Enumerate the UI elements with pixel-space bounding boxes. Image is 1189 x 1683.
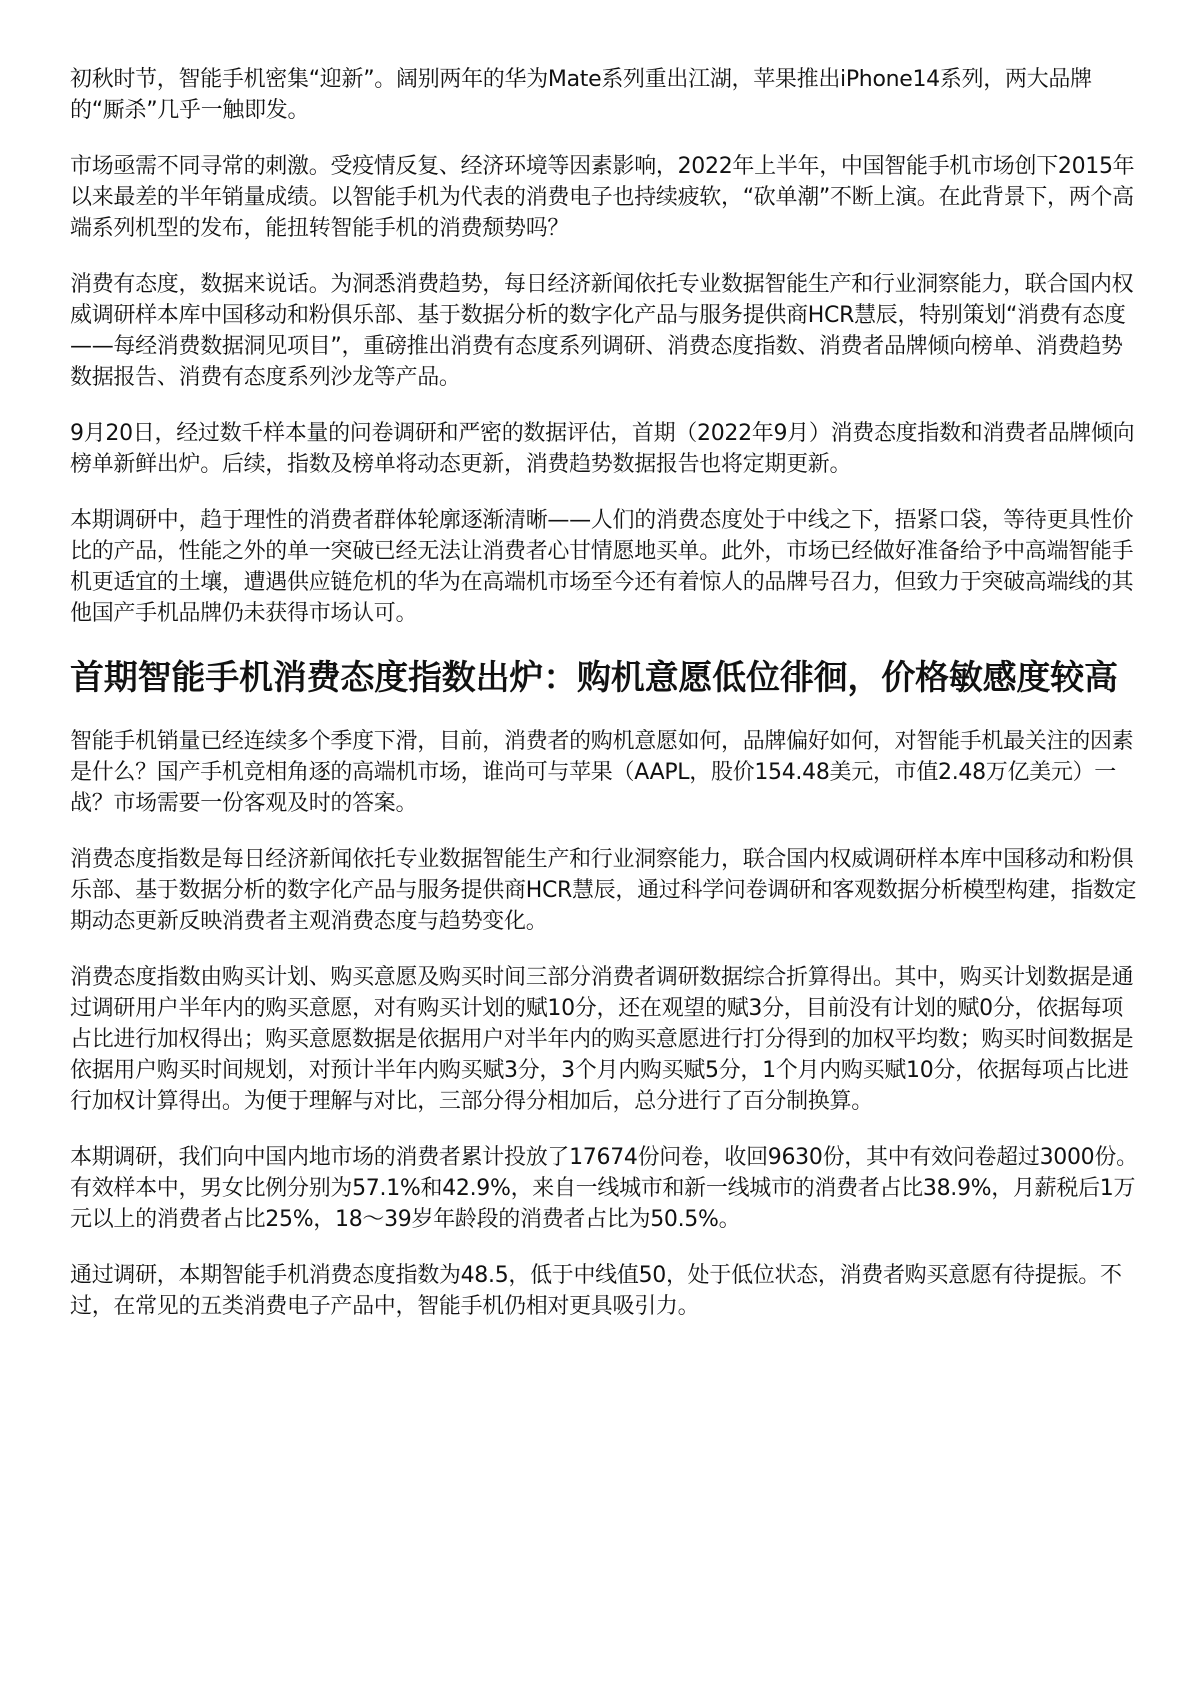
section-heading: 首期智能手机消费态度指数出炉：购机意愿低位徘徊，价格敏感度较高 bbox=[70, 658, 1118, 698]
intro-paragraph-1: 初秋时节，智能手机密集“迎新”。阔别两年的华为Mate系列重出江湖，苹果推出iPhone14系列，两大品牌的“厮杀”几乎一触即发。 bbox=[70, 67, 1092, 123]
intro-paragraph-3: 消费有态度，数据来说话。为洞悉消费趋势，每日经济新闻依托专业数据智能生产和行业洞察能力，联合国内权威调研样本库中国移动和粉俱乐部、基于数据分析的数字化产品与服务提供商HCR慧辰，特别策划“消费有态度——每经消费数据洞见项目”，重磅推出消费有态度系列调研、消费态度指数、消费者品牌倾向榜单、消费趋势数据报告、消费有态度系列沙龙等产品。 bbox=[70, 272, 1134, 390]
section-paragraph-3: 消费态度指数由购买计划、购买意愿及购买时间三部分消费者调研数据综合折算得出。其中，购买计划数据是通过调研用户半年内的购买意愿，对有购买计划的赋10分，还在观望的赋3分，目前没有计划的赋0分，依据每项占比进行加权得出；购买意愿数据是依据用户对半年内的购买意愿进行打分得到的加权平均数；购买时间数据是依据用户购买时间规划，对预计半年内购买赋3分，3个月内购买赋5分，1个月内购买赋10分，依据每项占比进行加权计算得出。为便于理解与对比，三部分得分相加后，总分进行了百分制换算。 bbox=[70, 965, 1134, 1114]
article-body bbox=[70, 64, 1140, 1347]
section-paragraph-1: 智能手机销量已经连续多个季度下滑，目前，消费者的购机意愿如何，品牌偏好如何，对智能手机最关注的因素是什么？国产手机竞相角逐的高端机市场，谁尚可与苹果（AAPL，股价154.48美元，市值2.48万亿美元）一战？市场需要一份客观及时的答案。 bbox=[70, 729, 1134, 816]
section-paragraph-2: 消费态度指数是每日经济新闻依托专业数据智能生产和行业洞察能力，联合国内权威调研样本库中国移动和粉俱乐部、基于数据分析的数字化产品与服务提供商HCR慧辰，通过科学问卷调研和客观数据分析模型构建，指数定期动态更新反映消费者主观消费态度与趋势变化。 bbox=[70, 847, 1137, 934]
section-paragraph-4: 本期调研，我们向中国内地市场的消费者累计投放了17674份问卷，收回9630份，其中有效问卷超过3000份。有效样本中，男女比例分别为57.1%和42.9%，来自一线城市和新一线城市的消费者占比38.9%，月薪税后1万元以上的消费者占比25%，18～39岁年龄段的消费者占比为50.5%。 bbox=[70, 1145, 1138, 1232]
intro-paragraph-5: 本期调研中，趋于理性的消费者群体轮廓逐渐清晰——人们的消费态度处于中线之下，捂紧口袋，等待更具性价比的产品，性能之外的单一突破已经无法让消费者心甘情愿地买单。此外，市场已经做好准备给予中高端智能手机更适宜的土壤，遭遇供应链危机的华为在高端机市场至今还有着惊人的品牌号召力，但致力于突破高端线的其他国产手机品牌仍未获得市场认可。 bbox=[70, 508, 1134, 626]
intro-paragraph-4: 9月20日，经过数千样本量的问卷调研和严密的数据评估，首期（2022年9月）消费态度指数和消费者品牌倾向榜单新鲜出炉。后续，指数及榜单将动态更新，消费趋势数据报告也将定期更新。 bbox=[70, 421, 1135, 477]
intro-paragraph-2: 市场亟需不同寻常的刺激。受疫情反复、经济环境等因素影响，2022年上半年，中国智能手机市场创下2015年以来最差的半年销量成绩。以智能手机为代表的消费电子也持续疲软，“砍单潮”不断上演。在此背景下，两个高端系列机型的发布，能扭转智能手机的消费颓势吗？ bbox=[70, 154, 1135, 241]
section-paragraph-5: 通过调研，本期智能手机消费态度指数为48.5，低于中线值50，处于低位状态，消费者购买意愿有待提振。不过，在常见的五类消费电子产品中，智能手机仍相对更具吸引力。 bbox=[70, 1263, 1122, 1319]
